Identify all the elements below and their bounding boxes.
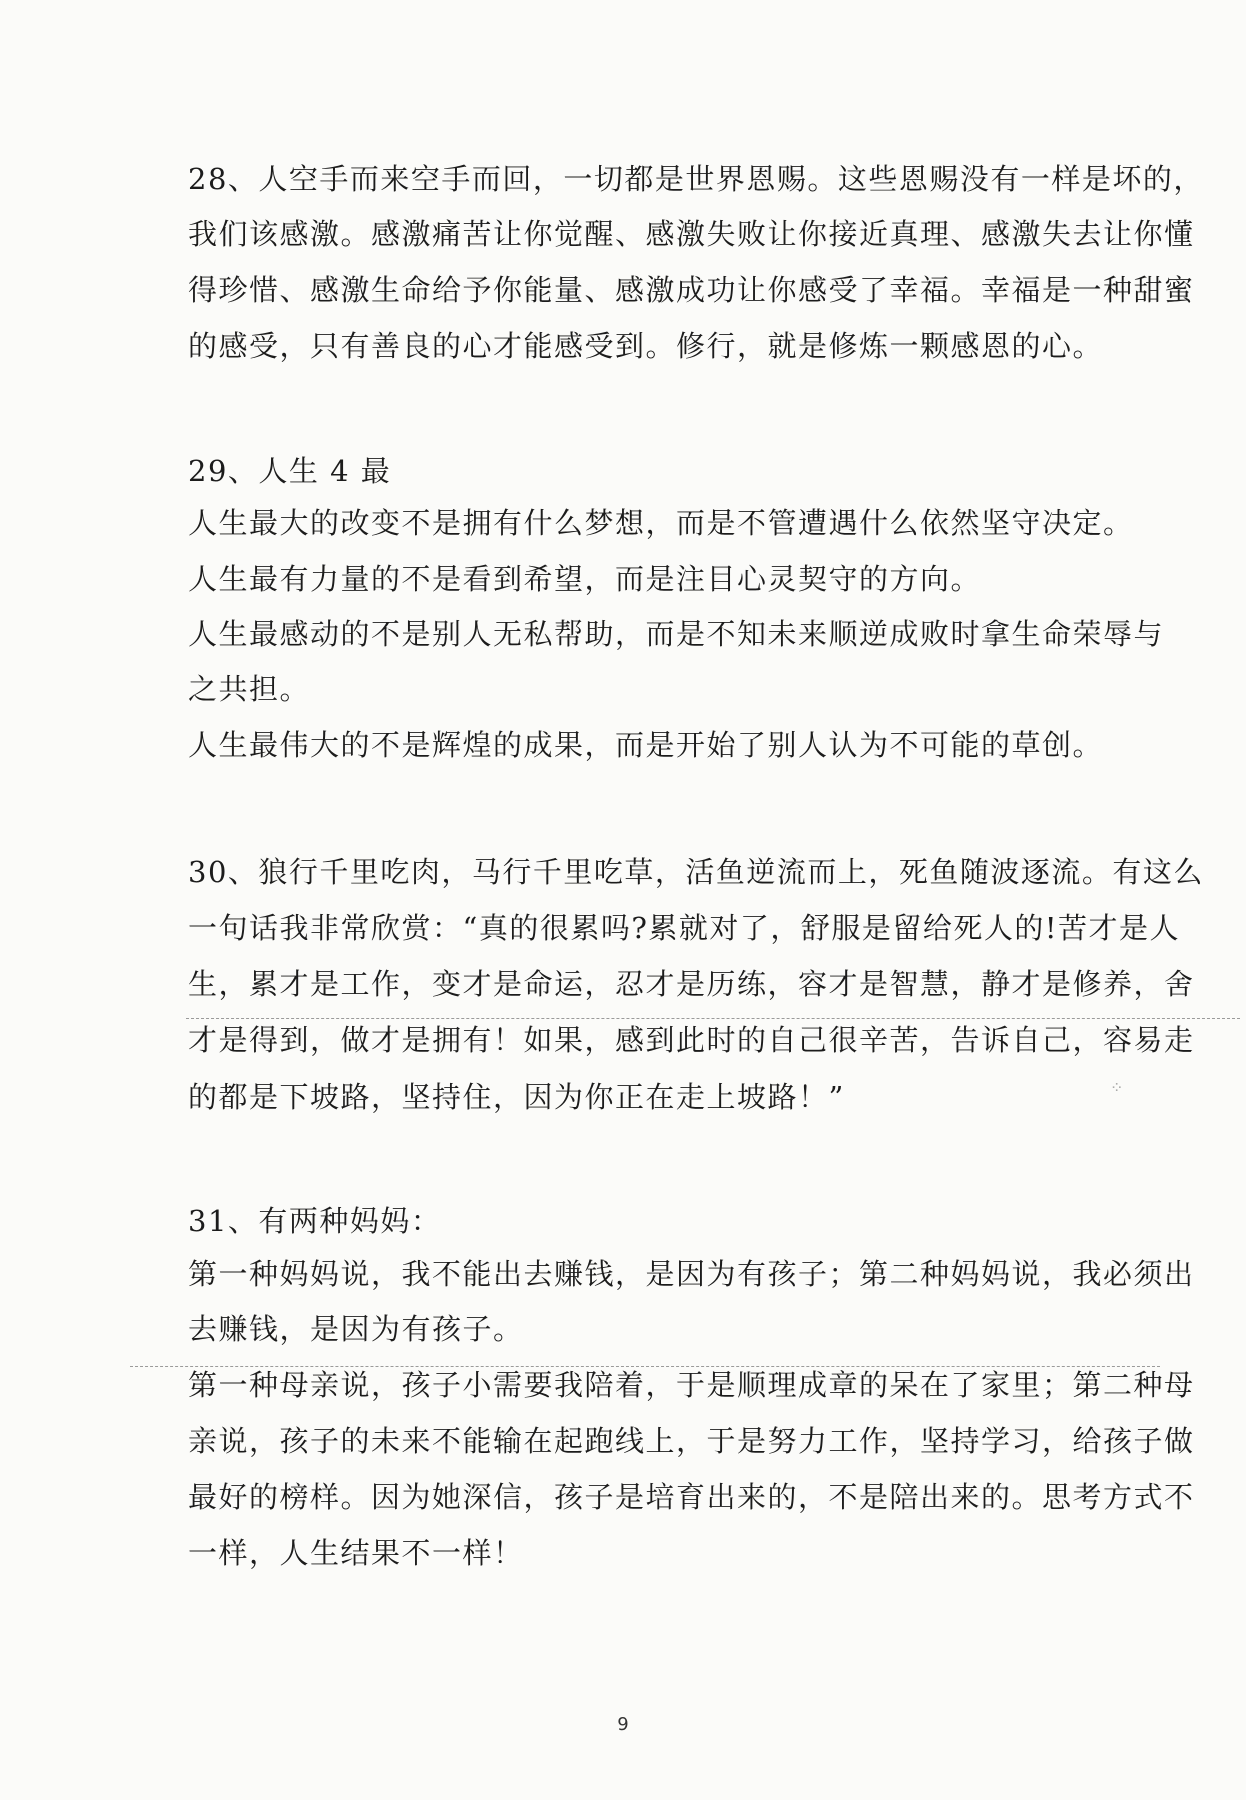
paragraph-28-line-2: 我们该感激。感激痛苦让你觉醒、感激失败让你接近真理、感激失去让你懂 — [188, 217, 1195, 251]
paragraph-29-line-3: 人生最感动的不是别人无私帮助，而是不知未来顺逆成败时拿生命荣辱与 — [188, 617, 1165, 651]
paragraph-29-line-1: 人生最大的改变不是拥有什么梦想，而是不管遭遇什么依然坚守决定。 — [188, 506, 1134, 540]
paragraph-30-line-3: 生，累才是工作，变才是命运，忍才是历练，容才是智慧，静才是修养，舍 — [188, 967, 1195, 1001]
paragraph-30-line-2: 一句话我非常欣赏：“真的很累吗?累就对了，舒服是留给死人的!苦才是人 — [188, 911, 1181, 945]
page-number: 9 — [617, 1714, 629, 1735]
scan-artifact-line — [186, 1018, 1240, 1019]
paragraph-31-line-5: 最好的榜样。因为她深信，孩子是培育出来的，不是陪出来的。思考方式不 — [188, 1480, 1195, 1514]
paragraph-29-line-2: 人生最有力量的不是看到希望，而是注目心灵契守的方向。 — [188, 562, 982, 596]
paragraph-30-line-1: 30、狼行千里吃肉，马行千里吃草，活鱼逆流而上，死鱼随波逐流。有这么 — [188, 855, 1204, 889]
heading-29: 29、人生 4 最 — [188, 454, 392, 488]
paragraph-29-line-5: 人生最伟大的不是辉煌的成果，而是开始了别人认为不可能的草创。 — [188, 728, 1104, 762]
paragraph-28-line-1: 28、人空手而来空手而回，一切都是世界恩赐。这些恩赐没有一样是坏的， — [188, 162, 1204, 196]
paragraph-31-line-3: 第一种母亲说，孩子小需要我陪着，于是顺理成章的呆在了家里；第二种母 — [188, 1368, 1195, 1402]
paragraph-31-line-6: 一样，人生结果不一样！ — [188, 1536, 524, 1570]
paragraph-28-line-4: 的感受，只有善良的心才能感受到。修行，就是修炼一颗感恩的心。 — [188, 329, 1104, 363]
paragraph-30-line-5: 的都是下坡路，坚持住，因为你正在走上坡路！” — [188, 1080, 845, 1114]
heading-31: 31、有两种妈妈： — [188, 1204, 442, 1238]
paragraph-31-line-2: 去赚钱，是因为有孩子。 — [188, 1312, 524, 1346]
paragraph-28-line-3: 得珍惜、感激生命给予你能量、感激成功让你感受了幸福。幸福是一种甜蜜 — [188, 273, 1195, 307]
paragraph-30-line-4: 才是得到，做才是拥有！如果，感到此时的自己很辛苦，告诉自己，容易走 — [188, 1023, 1195, 1057]
paragraph-31-line-1: 第一种妈妈说，我不能出去赚钱，是因为有孩子；第二种妈妈说，我必须出 — [188, 1257, 1195, 1291]
paragraph-29-line-4: 之共担。 — [188, 672, 311, 706]
scan-speck: ⁘ — [1110, 1078, 1124, 1097]
paragraph-31-line-4: 亲说，孩子的未来不能输在起跑线上，于是努力工作，坚持学习，给孩子做 — [188, 1424, 1195, 1458]
scan-artifact-line — [130, 1366, 1160, 1367]
